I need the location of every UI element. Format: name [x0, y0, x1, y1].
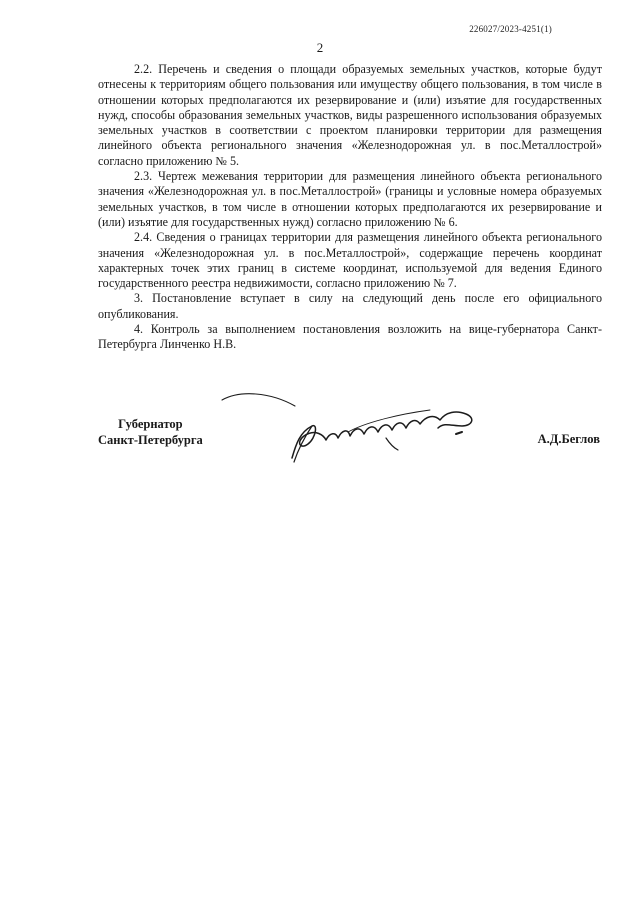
signatory-title [98, 416, 203, 448]
paragraph-2-3: 2.3. Чертеж межевания территории для размещения линейного объекта регионального значения «Железнодорожная ул. в пос.Металлострой» (границы и условные номера образуемых земельных участков, в том числе в отношении которых предполагаются их резервирование и (или) изъятие для государственных нужд) согласно приложению № 6. [98, 169, 602, 229]
document-body [98, 62, 602, 353]
signatory-title-line1: Губернатор [118, 417, 183, 431]
paragraph-2-4: 2.4. Сведения о границах территории для размещения линейного объекта регионального значения «Железнодорожная ул. в пос.Металлострой», содержащие перечень координат характерных точек этих границ в системе координат, используемой для ведения Единого государственного реестра недвижимости, согласно приложению № 7. [98, 230, 602, 291]
registration-number: 226027/2023-4251(1) [469, 24, 552, 34]
paragraph-2-2: 2.2. Перечень и сведения о площади образуемых земельных участков, которые будут отнесены к территориям общего пользования или имуществу общего пользования, в том числе в отношении которых предполагаются их резервирование и (или) изъятие для государственных нужд, способы образования земельных участков, виды разрешенного использования образуемых земельных участков в соответствии с проектом планировки территории для размещения линейного объекта регионального значения «Железнодорожная ул. в пос.Металлострой» согласно приложению № 5. [98, 62, 602, 168]
handwritten-signature [200, 392, 500, 468]
signatory-title-line2: Санкт-Петербурга [98, 433, 203, 447]
paragraph-4: 4. Контроль за выполнением постановления возложить на вице-губернатора Санкт-Петербурга Линченко Н.В. [98, 322, 602, 352]
page-number: 2 [316, 40, 324, 55]
paragraph-3: 3. Постановление вступает в силу на следующий день после его официального опубликования. [98, 291, 602, 321]
signature-block [0, 392, 640, 472]
signatory-name: А.Д.Беглов [537, 432, 600, 446]
